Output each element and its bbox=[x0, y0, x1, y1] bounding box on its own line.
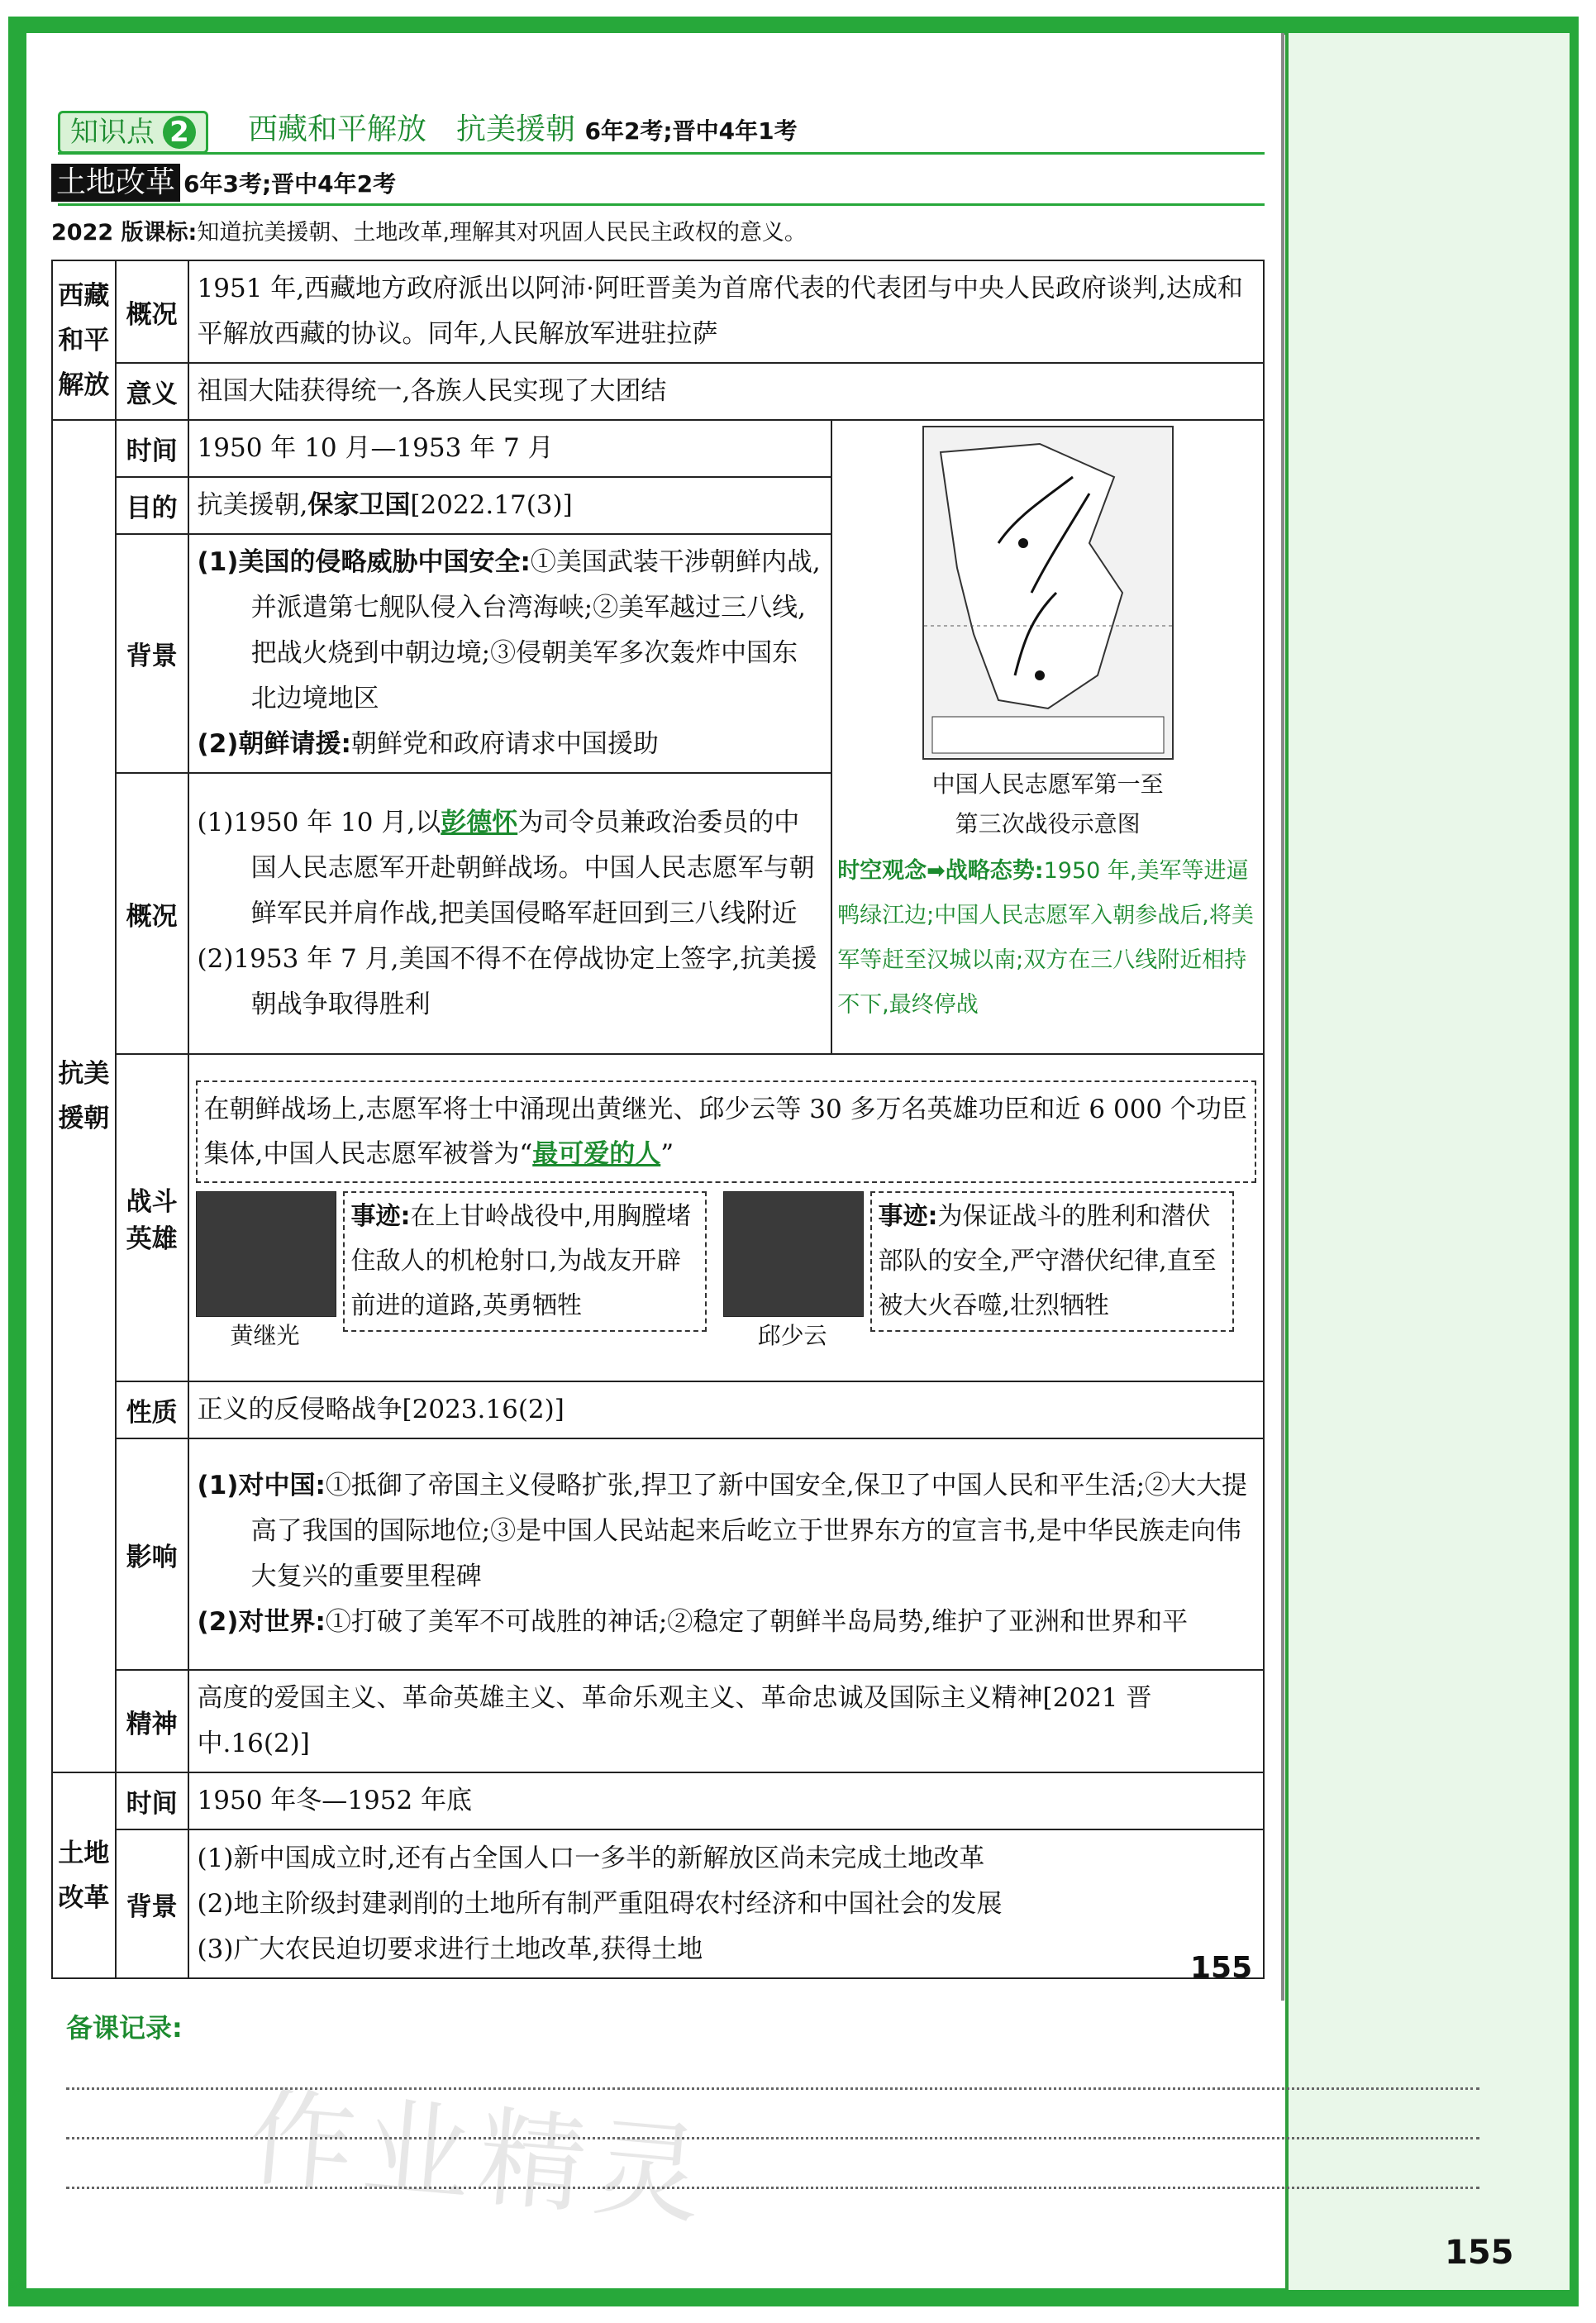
badge-number: 2 bbox=[163, 116, 196, 149]
map-caption-line1: 中国人民志愿军第一至 bbox=[931, 770, 1164, 798]
section-title-2 bbox=[51, 164, 396, 202]
xizang-meaning: 祖国大陆获得统一,各族人民实现了大团结 bbox=[188, 363, 1264, 420]
knowledge-point-badge bbox=[58, 111, 208, 154]
kangmei-ov bbox=[188, 773, 832, 1054]
spacetime-text: 1950 年,美军等进逼鸭绿江边;中国人民志愿军入朝参战后,将美军等赶至汉城以南;双方在三八线附近相持不下,最终停战 bbox=[837, 858, 1254, 1018]
kangmei-nature-label: 性质 bbox=[116, 1381, 188, 1438]
map-caption bbox=[837, 765, 1258, 844]
kangmei-spirit bbox=[188, 1670, 1264, 1772]
section-title bbox=[248, 107, 798, 154]
battle-map bbox=[922, 426, 1174, 760]
xizang-label: 西藏和平解放 bbox=[52, 260, 116, 420]
kangmei-ov-label: 概况 bbox=[116, 773, 188, 1054]
hero2-photo bbox=[723, 1191, 862, 1355]
goal-text-a: 抗美援朝, bbox=[197, 490, 308, 520]
impact2-text: ①打破了美军不可战胜的神话;②稳定了朝鲜半岛局势,维护了亚洲和世界和平 bbox=[325, 1607, 1189, 1637]
xizang-overview: 1951 年,西藏地方政府派出以阿沛·阿旺晋美为首席代表的代表团与中央人民政府谈判,达成和平解放西藏的协议。同年,人民解放军进驻拉萨 bbox=[188, 260, 1264, 363]
spirit-text: 高度的爱国主义、革命英雄主义、革命乐观主义、革命忠诚及国际主义精神 bbox=[197, 1683, 1043, 1713]
page-number-inner: 155 bbox=[1190, 1951, 1253, 1985]
nature-text: 正义的反侵略战争 bbox=[197, 1395, 403, 1424]
impact-item-2 bbox=[198, 1600, 1255, 1645]
kangmei-impact bbox=[188, 1438, 1264, 1670]
tudi-bg bbox=[188, 1829, 1264, 1978]
xizang-meaning-label: 意义 bbox=[116, 363, 188, 420]
bg2-text: 朝鲜党和政府请求中国援助 bbox=[350, 729, 659, 759]
xizang-overview-label: 概况 bbox=[116, 260, 188, 363]
impact1-text: ①抵御了帝国主义侵略扩张,捍卫了新中国安全,保卫了中国人民和平生活;②大大提高了我国的国际地位;③是中国人民站起来后屹立于世界东方的宣言书,是中华民族走向伟大复兴的重要里程碑 bbox=[250, 1471, 1248, 1591]
kangmei-bg bbox=[188, 534, 832, 773]
bg1-head: (1)美国的侵略威胁中国安全: bbox=[197, 547, 531, 577]
exam-frequency-2: 6年3考;晋中4年2考 bbox=[183, 170, 397, 198]
kangmei-time-label: 时间 bbox=[116, 420, 188, 477]
quote-green: 最可爱的人 bbox=[532, 1139, 661, 1169]
standard-label: 2022 版课标: bbox=[51, 220, 198, 246]
curriculum-standard bbox=[51, 217, 1274, 250]
watermark: 作业精灵 bbox=[242, 2073, 715, 2240]
hero2-story bbox=[870, 1191, 1234, 1332]
hero2-name: 邱少云 bbox=[757, 1322, 827, 1349]
kangmei-heroes bbox=[188, 1054, 1264, 1381]
kangmei-impact-label: 影响 bbox=[116, 1438, 188, 1670]
hero1-tag: 事迹: bbox=[350, 1202, 411, 1231]
map-panel bbox=[831, 420, 1264, 1054]
quote-a: 在朝鲜战场上,志愿军将士中涌现出黄继光、邱少云等 30 多万名英雄功臣和近 6 000 个功臣集体,中国人民志愿军被誉为“ bbox=[203, 1095, 1248, 1169]
section-title-text: 西藏和平解放 抗美援朝 bbox=[248, 112, 576, 146]
header-rule-2 bbox=[58, 203, 1265, 206]
tudi-bg-label: 背景 bbox=[116, 1829, 188, 1978]
bg2-head: (2)朝鲜请援: bbox=[197, 729, 351, 759]
kangmei-bg-label: 背景 bbox=[116, 534, 188, 773]
hero1-name: 黄继光 bbox=[230, 1322, 300, 1349]
standard-text: 知道抗美援朝、土地改革,理解其对巩固人民民主政权的意义。 bbox=[197, 220, 807, 246]
heroes-quote bbox=[196, 1080, 1256, 1183]
hero1-image bbox=[196, 1191, 336, 1317]
kangmei-goal-label: 目的 bbox=[116, 477, 188, 534]
kangmei-nature bbox=[188, 1381, 1264, 1438]
kangmei-goal bbox=[188, 477, 832, 534]
goal-text-b: 保家卫国 bbox=[307, 490, 411, 520]
hero2-text: 为保证战斗的胜利和潜伏部队的安全,严守潜伏纪律,直至被大火吞噬,壮烈牺牲 bbox=[878, 1202, 1217, 1320]
page-number-outer: 155 bbox=[1445, 2234, 1514, 2272]
badge-label: 知识点 bbox=[70, 116, 155, 149]
impact2-head: (2)对世界: bbox=[197, 1607, 326, 1637]
tudi-bg-1: (1)新中国成立时,还有占全国人口一多半的新解放区尚未完成土地改革 bbox=[197, 1843, 985, 1873]
bg-item-1 bbox=[198, 540, 823, 722]
bg1-text: ①美国武装干涉朝鲜内战,并派遣第七舰队侵入台湾海峡;②美军越过三八线,把战火烧到中朝边境;③侵朝美军多次轰炸中国东北边境地区 bbox=[250, 547, 821, 713]
ov1-name: 彭德怀 bbox=[441, 807, 518, 837]
kangmei-spirit-label: 精神 bbox=[116, 1670, 188, 1772]
quote-b: ” bbox=[660, 1139, 674, 1169]
page-edge bbox=[1281, 33, 1284, 2001]
goal-ref: [2022.17(3)] bbox=[410, 490, 573, 520]
ov-item-2: (2)1953 年 7 月,美国不得不在停战协定上签字,抗美援朝战争取得胜利 bbox=[197, 943, 817, 1019]
knowledge-table bbox=[51, 260, 1265, 1979]
notes-label: 备课记录: bbox=[66, 2012, 183, 2044]
ov1-b: 为司令员兼政治委员的中国人民志愿军开赴朝鲜战场。中国人民志愿军与朝鲜军民并肩作战,把美国侵略军赶回到三八线附近 bbox=[250, 807, 815, 928]
tudi-time: 1950 年冬—1952 年底 bbox=[188, 1772, 1264, 1829]
spacetime-note bbox=[837, 849, 1258, 1028]
ov1-a: (1)1950 年 10 月,以 bbox=[197, 807, 441, 837]
kangmei-label: 抗美援朝 bbox=[52, 420, 116, 1772]
hero1-photo bbox=[196, 1191, 335, 1355]
exam-frequency: 6年2考;晋中4年1考 bbox=[584, 117, 798, 145]
map-caption-line2: 第三次战役示意图 bbox=[955, 810, 1141, 837]
impact-item-1 bbox=[198, 1463, 1255, 1600]
hero1-story bbox=[343, 1191, 707, 1332]
impact1-head: (1)对中国: bbox=[197, 1471, 326, 1500]
hero1-text: 在上甘岭战役中,用胸膛堵住敌人的机枪射口,为战友开辟前进的道路,英勇牺牲 bbox=[350, 1202, 692, 1320]
hero2-image bbox=[723, 1191, 864, 1317]
tudi-label: 土地改革 bbox=[52, 1772, 116, 1978]
section-title-2-text: 土地改革 bbox=[51, 164, 180, 202]
spirit-ref: [2021 晋中.16(2)] bbox=[197, 1683, 1152, 1758]
kangmei-heroes-label: 战斗英雄 bbox=[116, 1054, 188, 1381]
tudi-time-label: 时间 bbox=[116, 1772, 188, 1829]
hero-row bbox=[196, 1191, 1256, 1355]
nature-ref: [2023.16(2)] bbox=[402, 1395, 565, 1424]
battle-map-drawing bbox=[924, 427, 1172, 758]
kangmei-time: 1950 年 10 月—1953 年 7 月 bbox=[188, 420, 832, 477]
tudi-bg-2: (2)地主阶级封建剥削的土地所有制严重阻碍农村经济和中国社会的发展 bbox=[197, 1888, 1003, 1919]
bg-item-2 bbox=[198, 722, 823, 767]
tudi-bg-3: (3)广大农民迫切要求进行土地改革,获得土地 bbox=[197, 1934, 703, 1964]
knowledge-point-header bbox=[58, 107, 1265, 152]
side-margin bbox=[1285, 33, 1570, 2290]
ov-item-1 bbox=[198, 800, 823, 937]
header-rule bbox=[58, 152, 1265, 155]
spacetime-tag: 时空观念➡战略态势: bbox=[837, 858, 1044, 884]
hero2-tag: 事迹: bbox=[878, 1202, 938, 1231]
